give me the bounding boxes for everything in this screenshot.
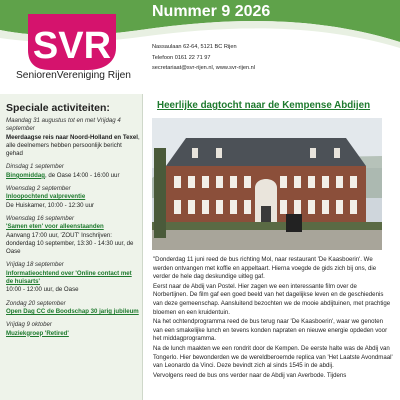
event-link[interactable]: Informatieochtend over 'Online contact met de huisarts' [6,269,132,286]
event-link[interactable]: Bingomiddag [6,171,45,179]
article-body [153,256,393,381]
event-desc: 10:00 - 12:00 uur, de Oase [6,286,79,294]
event-title: Meerdaagse reis naar Noord-Holland en Texel [6,133,138,141]
event-desc: , alle deelnemers hebben persoonlijk bericht gehad [6,133,140,158]
event-link[interactable]: 'Samen eten' voor alleenstaanden [6,223,104,231]
event-list [6,117,140,343]
article-paragraph: Vervolgens reed de bus ons verder naar de Abdij van Averbode. Tijdens [153,371,347,379]
event-link[interactable]: Inloopochtend valpreventie [6,193,86,201]
event-item [6,321,140,338]
contact-address: Nassaulaan 62-64, 5121 BC Rijen [152,44,237,50]
event-date: Dinsdag 1 september [6,163,64,171]
event-desc: De Huiskamer, 10:00 - 12:30 uur [6,201,95,209]
article-paragraph: Eerst naar de Abdij van Postel. Hier zagen we een interessante film over de Norbertijnen. De film gaf een goed beeld van het dagelijkse leven en de geschiedenis van deze gemeenschap. Aansluitend bezochten we de mooie abdijtuinen, met prachtige bloemen en een kruidentuin. [153,282,391,316]
issue-number: Nummer 9 2026 [152,3,271,20]
event-link[interactable]: Open Dag CC de Boodschap 30 jarig jubileum [6,307,139,315]
event-item [6,300,140,317]
article-paragraph: Na de lunch maakten we een rondrit door de Kempen. De eerste halte was de Abdij van Tongerlo. Hier bewonderden we de wereldberoemde replica van 'Het Laatste Avondmaal' van Leonardo da Vinci. Deze bevindt zich al sinds 1545 in de abdij. [153,344,393,370]
event-link[interactable]: Muziekgroep 'Retired' [6,329,69,337]
contact-email-web[interactable]: secretariaat@svr-rijen.nl, www.svr-rijen.nl [152,65,255,71]
org-name: SeniorenVereniging Rijen [16,70,131,81]
event-item [6,185,140,210]
article-paragraph: Na het ochtendprogramma reed de bus terug naar 'De Kaasboerin', waar we genoten van een smakelijke lunch en tevens konden napraten en nieuwe energie opdeden voor het middagprogramma. [153,318,388,343]
contact-phone: Telefoon 0161 22 71 97 [152,54,211,61]
event-date: Vrijdag 18 september [6,261,64,269]
logo-shape [22,14,116,70]
event-desc: , de Oase 14:00 - 16:00 uur [44,171,120,179]
article-paragraph: "Donderdag 11 juni reed de bus richting Mol, naar restaurant 'De Kaasboerin'. We werden ontvangen met koffie en appeltaart. Hierna voegde de gids zich bij ons, die verder de hele dag deskundige uitleg gaf. [153,256,377,281]
event-item [6,117,140,158]
sidebar-heading: Speciale activiteiten: [6,102,110,114]
event-date: Woensdag 2 september [6,185,71,193]
event-desc: Aanvang 17:00 uur, 'ZOUT' Inschrijven: donderdag 10 september, 13:30 - 14:30 uur, de Oase [6,231,134,256]
event-date: Woensdag 16 september [6,214,75,222]
event-item [6,261,140,294]
contact-block [152,42,255,74]
svr-logo [16,14,132,81]
event-date: Vrijdag 9 oktober [6,321,52,329]
article-headline[interactable]: Heerlijke dagtocht naar de Kempense Abdijen [157,100,371,111]
event-date: Maandag 31 augustus tot en met Vrijdag 4 september [6,117,121,133]
logo-text: SVR [32,25,112,67]
event-item [6,215,140,256]
event-date: Zondag 20 september [6,299,66,307]
abbey-photo [152,118,382,250]
event-item [6,163,140,180]
column-divider [142,94,143,400]
